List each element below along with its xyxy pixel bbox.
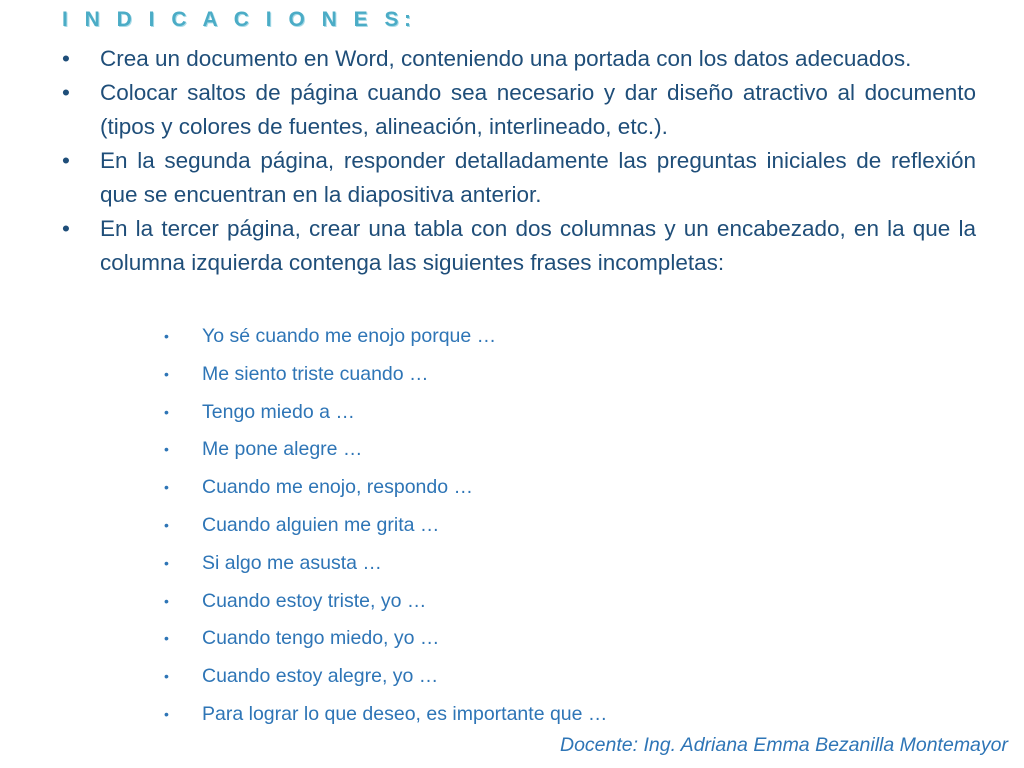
instruction-item — [62, 76, 976, 144]
bullet-icon: • — [62, 148, 70, 173]
instruction-text: Colocar saltos de página cuando sea necesario y dar diseño atractivo al documento (tipos y colores de fuentes, alineación, interlineado, etc.). — [100, 80, 976, 139]
phrase-item — [164, 394, 607, 432]
phrase-text: Me siento triste cuando … — [202, 362, 429, 385]
bullet-icon: • — [164, 479, 169, 496]
bullet-icon: • — [164, 328, 169, 344]
instruction-text: Crea un documento en Word, conteniendo una portada con los datos adecuados. — [100, 46, 912, 71]
bullet-icon: • — [164, 554, 169, 571]
bullet-icon: • — [164, 403, 169, 420]
bullet-icon: • — [164, 630, 169, 647]
instruction-text: En la segunda página, responder detalladamente las preguntas iniciales de reflexión que se encuentran en la diapositiva anterior. — [100, 148, 976, 207]
phrase-text: Cuando estoy alegre, yo … — [202, 665, 439, 688]
instruction-item — [62, 144, 976, 212]
bullet-icon: • — [164, 705, 169, 722]
phrase-text: Si algo me asusta … — [202, 551, 382, 574]
phrase-item — [164, 356, 607, 394]
instruction-item — [62, 42, 976, 76]
phrase-item — [164, 469, 607, 507]
phrase-item — [164, 620, 607, 658]
phrase-item — [164, 507, 607, 545]
bullet-icon: • — [164, 365, 169, 382]
phrase-item — [164, 431, 607, 469]
phrase-text: Cuando me enojo, respondo … — [202, 476, 474, 499]
phrase-text: Yo sé cuando me enojo porque … — [202, 325, 497, 347]
instruction-item — [62, 212, 976, 280]
teacher-credit: Docente: Ing. Adriana Emma Bezanilla Montemayor — [560, 734, 1008, 756]
instruction-list — [62, 42, 976, 280]
phrase-item — [164, 696, 607, 734]
phrase-text: Cuando estoy triste, yo … — [202, 589, 427, 612]
phrase-text: Para lograr lo que deseo, es importante que … — [202, 702, 608, 725]
phrase-item — [164, 318, 607, 356]
phrase-item — [164, 545, 607, 583]
bullet-icon: • — [164, 668, 169, 685]
bullet-icon: • — [164, 516, 169, 533]
bullet-icon: • — [62, 46, 70, 71]
phrase-text: Cuando alguien me grita … — [202, 513, 440, 536]
bullet-icon: • — [164, 592, 169, 609]
phrase-item — [164, 583, 607, 621]
bullet-icon: • — [62, 216, 70, 241]
phrase-text: Tengo miedo a … — [202, 400, 355, 423]
instruction-text: En la tercer página, crear una tabla con dos columnas y un encabezado, en la que la columna izquierda contenga las siguientes frases incompletas: — [100, 216, 976, 275]
slide-heading: I N D I C A C I O N E S: — [62, 8, 417, 31]
bullet-icon: • — [62, 80, 70, 105]
phrase-text: Cuando tengo miedo, yo … — [202, 627, 440, 650]
phrase-text: Me pone alegre … — [202, 438, 363, 461]
bullet-icon: • — [164, 441, 169, 458]
phrase-list — [164, 318, 607, 734]
phrase-item — [164, 658, 607, 696]
